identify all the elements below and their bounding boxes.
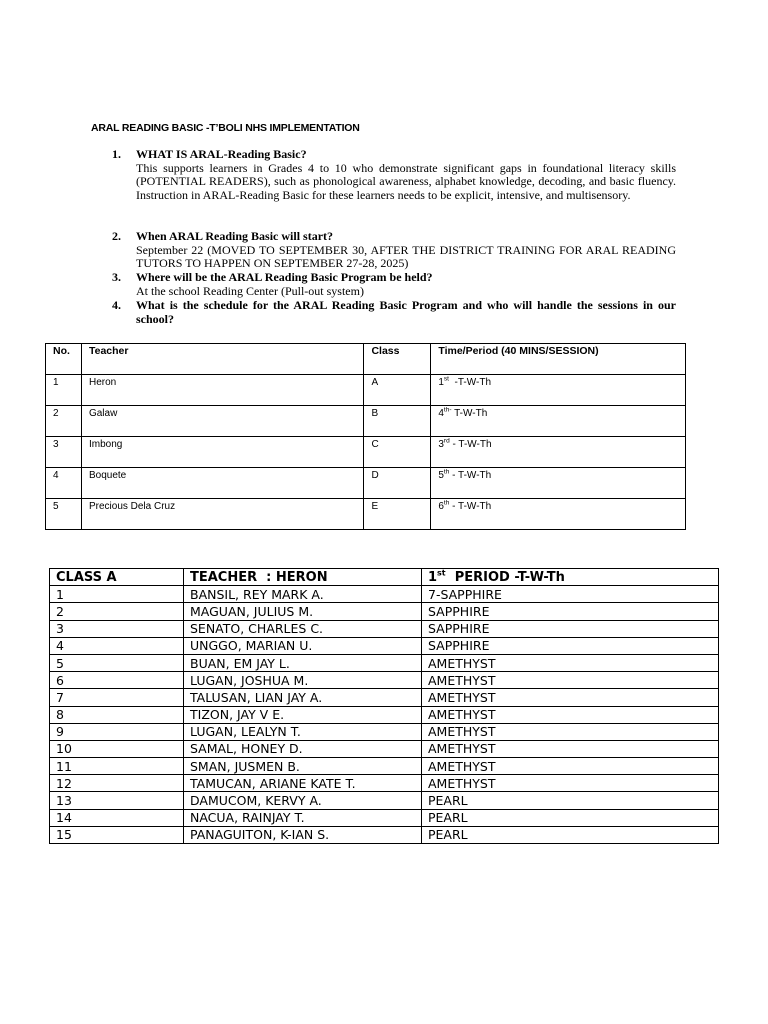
- student-section: AMETHYST: [422, 723, 719, 740]
- student-number: 12: [50, 775, 184, 792]
- student-name: SAMAL, HONEY D.: [184, 740, 422, 757]
- student-name: TALUSAN, LIAN JAY A.: [184, 689, 422, 706]
- period-ordinal: 6: [438, 501, 444, 512]
- student-number: 10: [50, 740, 184, 757]
- period-suffix: rd: [443, 437, 450, 445]
- row-class: E: [364, 499, 431, 530]
- student-number: 13: [50, 792, 184, 809]
- period-ordinal: 5: [438, 470, 444, 481]
- student-number: 4: [50, 637, 184, 654]
- period-suffix: th: [443, 499, 450, 507]
- student-number: 9: [50, 723, 184, 740]
- row-teacher: Galaw: [81, 406, 363, 437]
- period-ordinal: 4: [438, 408, 444, 419]
- student-number: 15: [50, 826, 184, 843]
- student-section: AMETHYST: [422, 654, 719, 671]
- student-section: AMETHYST: [422, 740, 719, 757]
- student-section: PEARL: [422, 809, 719, 826]
- row-no: 3: [46, 437, 82, 468]
- period-days: - T-W-Th: [449, 470, 492, 481]
- student-name: TAMUCAN, ARIANE KATE T.: [184, 775, 422, 792]
- table-row: [50, 809, 719, 826]
- row-no: 4: [46, 468, 82, 499]
- table-row: [46, 437, 686, 468]
- student-number: 7: [50, 689, 184, 706]
- student-name: SENATO, CHARLES C.: [184, 620, 422, 637]
- roster-header-row: [50, 569, 719, 586]
- header-period: [422, 569, 719, 586]
- question-number: 1.: [112, 147, 121, 161]
- student-section: SAPPHIRE: [422, 637, 719, 654]
- question-text: When ARAL Reading Basic will start?: [136, 229, 334, 243]
- table-row: [50, 637, 719, 654]
- student-section: AMETHYST: [422, 758, 719, 775]
- period-suffix: th: [443, 468, 450, 476]
- table-row: [50, 775, 719, 792]
- student-name: UNGGO, MARIAN U.: [184, 637, 422, 654]
- question-number: 4.: [112, 298, 121, 312]
- answer-text: This supports learners in Grades 4 to 10 who demonstrate significant gaps in foundational literacy skills (POTENTIAL READERS), such as phonological awareness, alphabet knowledge, decoding, and basic fluency. Instruction in ARAL-Reading Basic for these learners needs to be explicit, intensive, and multisensory.: [136, 160, 676, 202]
- student-number: 11: [50, 758, 184, 775]
- student-name: BANSIL, REY MARK A.: [184, 586, 422, 603]
- class-a-roster-table: [49, 568, 719, 844]
- table-row: [50, 620, 719, 637]
- header-teacher: Teacher: [81, 344, 363, 375]
- period-suffix: st: [437, 568, 446, 578]
- period-ordinal: 1: [428, 569, 438, 585]
- student-name: NACUA, RAINJAY T.: [184, 809, 422, 826]
- table-row: [50, 792, 719, 809]
- row-teacher: Boquete: [81, 468, 363, 499]
- row-class: B: [364, 406, 431, 437]
- table-row: [50, 603, 719, 620]
- student-number: 8: [50, 706, 184, 723]
- row-no: 1: [46, 375, 82, 406]
- period-suffix: th-: [443, 406, 452, 414]
- table-row: [50, 706, 719, 723]
- student-name: TIZON, JAY V E.: [184, 706, 422, 723]
- student-number: 3: [50, 620, 184, 637]
- table-row: [50, 654, 719, 671]
- schedule-table: [45, 343, 686, 530]
- row-class: D: [364, 468, 431, 499]
- row-period: [431, 406, 686, 437]
- question-number: 2.: [112, 229, 121, 243]
- table-row: [46, 375, 686, 406]
- row-period: [431, 499, 686, 530]
- period-days: - T-W-Th: [449, 501, 492, 512]
- student-number: 1: [50, 586, 184, 603]
- row-period: [431, 468, 686, 499]
- question-block-2: [112, 230, 676, 271]
- row-class: A: [364, 375, 431, 406]
- schedule-header-row: [46, 344, 686, 375]
- student-number: 5: [50, 654, 184, 671]
- header-no: No.: [46, 344, 82, 375]
- question-block-4: [112, 299, 676, 326]
- row-no: 2: [46, 406, 82, 437]
- table-row: [46, 406, 686, 437]
- period-days: PERIOD -T-W-Th: [445, 569, 565, 585]
- student-section: AMETHYST: [422, 689, 719, 706]
- student-number: 6: [50, 672, 184, 689]
- question-text: WHAT IS ARAL-Reading Basic?: [136, 147, 307, 161]
- roster-body: [50, 586, 719, 844]
- table-row: [50, 826, 719, 843]
- student-number: 2: [50, 603, 184, 620]
- answer-text: At the school Reading Center (Pull-out system): [136, 283, 364, 298]
- table-row: [50, 723, 719, 740]
- period-days: - T-W-Th: [449, 439, 492, 450]
- student-section: PEARL: [422, 792, 719, 809]
- student-section: SAPPHIRE: [422, 603, 719, 620]
- student-name: PANAGUITON, K-IAN S.: [184, 826, 422, 843]
- student-section: AMETHYST: [422, 706, 719, 723]
- period-ordinal: 1: [438, 377, 444, 388]
- student-section: AMETHYST: [422, 775, 719, 792]
- student-section: SAPPHIRE: [422, 620, 719, 637]
- student-name: LUGAN, LEALYN T.: [184, 723, 422, 740]
- header-teacher-name: TEACHER : HERON: [184, 569, 422, 586]
- student-name: LUGAN, JOSHUA M.: [184, 672, 422, 689]
- table-row: [50, 672, 719, 689]
- period-days: T-W-Th: [451, 408, 488, 419]
- student-name: MAGUAN, JULIUS M.: [184, 603, 422, 620]
- question-text: What is the schedule for the ARAL Reading Basic Program and who will handle the sessions in our school?: [136, 298, 676, 326]
- table-row: [50, 758, 719, 775]
- question-block-1: [112, 148, 676, 202]
- question-block-3: [112, 271, 676, 298]
- period-days: -T-W-Th: [448, 377, 492, 388]
- question-number: 3.: [112, 270, 121, 284]
- student-number: 14: [50, 809, 184, 826]
- row-period: [431, 437, 686, 468]
- header-class: Class: [364, 344, 431, 375]
- student-section: 7-SAPPHIRE: [422, 586, 719, 603]
- period-suffix: st: [443, 375, 449, 383]
- row-no: 5: [46, 499, 82, 530]
- table-row: [46, 468, 686, 499]
- answer-text: September 22 (MOVED TO SEPTEMBER 30, AFTER THE DISTRICT TRAINING FOR ARAL READING TUTORS TO HAPPEN ON SEPTEMBER 27-28, 2025): [136, 242, 676, 271]
- table-row: [46, 499, 686, 530]
- header-class-name: CLASS A: [50, 569, 184, 586]
- student-name: SMAN, JUSMEN B.: [184, 758, 422, 775]
- period-ordinal: 3: [438, 439, 444, 450]
- document-title: ARAL READING BASIC -T’BOLI NHS IMPLEMENTATION: [91, 122, 360, 134]
- student-section: AMETHYST: [422, 672, 719, 689]
- row-teacher: Imbong: [81, 437, 363, 468]
- header-time-period: Time/Period (40 MINS/SESSION): [431, 344, 686, 375]
- row-teacher: Precious Dela Cruz: [81, 499, 363, 530]
- row-teacher: Heron: [81, 375, 363, 406]
- row-class: C: [364, 437, 431, 468]
- table-row: [50, 740, 719, 757]
- question-text: Where will be the ARAL Reading Basic Program be held?: [136, 270, 433, 284]
- table-row: [50, 586, 719, 603]
- student-name: DAMUCOM, KERVY A.: [184, 792, 422, 809]
- student-section: PEARL: [422, 826, 719, 843]
- row-period: [431, 375, 686, 406]
- table-row: [50, 689, 719, 706]
- student-name: BUAN, EM JAY L.: [184, 654, 422, 671]
